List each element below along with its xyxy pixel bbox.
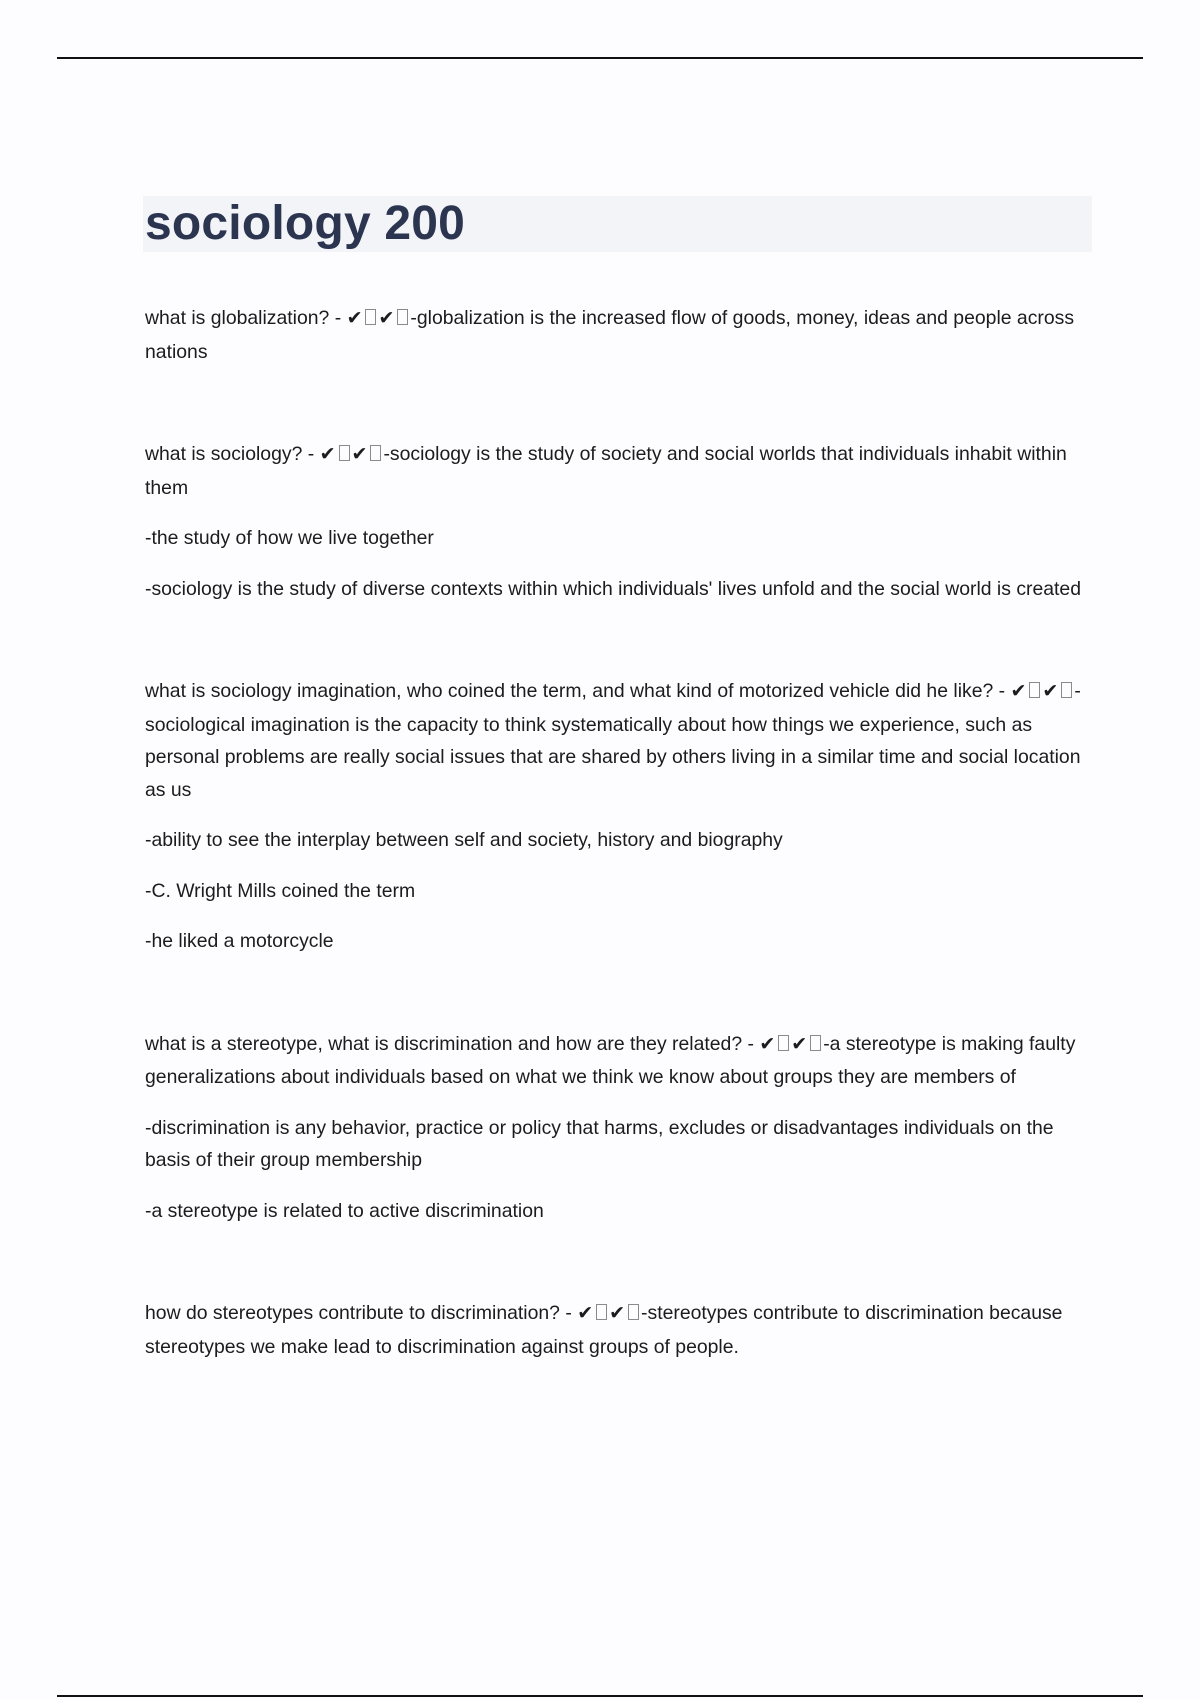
- check-mark-icon: ✔: [319, 444, 336, 465]
- answer-text: -stereotypes contribute to discrimination because stereotypes we make lead to discrimination against groups of people.: [145, 1302, 1063, 1358]
- check-mark-icon: ✔: [346, 308, 363, 329]
- qa-entry: [145, 675, 1090, 958]
- separator: -: [993, 680, 1011, 702]
- qa-entry: [145, 438, 1090, 605]
- missing-glyph-box-icon: [810, 1035, 821, 1051]
- check-mark-icon: ✔: [378, 308, 395, 329]
- separator: -: [302, 443, 320, 465]
- missing-glyph-box-icon: [628, 1304, 639, 1320]
- answer-point: -the study of how we live together: [145, 527, 434, 549]
- missing-glyph-box-icon: [370, 445, 381, 461]
- question-text: what is a stereotype, what is discrimination and how are they related?: [145, 1032, 743, 1055]
- answer-point: -he liked a motorcycle: [145, 930, 334, 952]
- missing-glyph-box-icon: [397, 309, 408, 325]
- document-title: sociology 200: [145, 197, 466, 250]
- answer-text: -sociology is the study of society and social worlds that individuals inhabit within them: [145, 443, 1067, 499]
- qa-main-paragraph: [145, 1297, 1090, 1363]
- answer-point: -C. Wright Mills coined the term: [145, 879, 416, 902]
- check-mark-icon: ✔: [351, 444, 368, 465]
- answer-point: -discrimination is any behavior, practice or policy that harms, excludes or disadvantages individuals on the basis of their group membership: [145, 1116, 1054, 1171]
- check-mark-icon: ✔: [577, 1303, 594, 1324]
- qa-main-paragraph: [145, 1028, 1090, 1094]
- qa-main-paragraph: [145, 675, 1090, 806]
- check-mark-icon: ✔: [759, 1033, 776, 1055]
- answer-point: -ability to see the interplay between self and society, history and biography: [145, 829, 783, 851]
- top-rule: [57, 57, 1143, 59]
- question-text: how do stereotypes contribute to discrimination?: [145, 1302, 560, 1324]
- missing-glyph-box-icon: [596, 1304, 607, 1320]
- document-body: [145, 302, 1090, 1363]
- check-mark-icon: ✔: [609, 1303, 626, 1324]
- check-mark-icon: ✔: [1010, 681, 1027, 702]
- question-text: what is globalization?: [145, 307, 330, 329]
- qa-entry: [145, 1028, 1090, 1228]
- answer-text: -sociological imagination is the capacity to think systematically about how things we experience, such as personal problems are really social issues that are shared by others living in a similar time and social location as us: [145, 680, 1081, 801]
- check-mark-icon: ✔: [791, 1033, 808, 1055]
- missing-glyph-box-icon: [778, 1035, 789, 1051]
- answer-text: -globalization is the increased flow of goods, money, ideas and people across nations: [145, 307, 1075, 363]
- answer-point: -a stereotype is related to active discrimination: [145, 1199, 544, 1222]
- answer-text: -a stereotype is making faulty generalizations about individuals based on what we think we know about groups they are members of: [145, 1032, 1076, 1088]
- answer-point: -sociology is the study of diverse contexts within which individuals' lives unfold and the social world is created: [145, 577, 1081, 600]
- separator: -: [559, 1302, 578, 1324]
- missing-glyph-box-icon: [339, 445, 350, 461]
- separator: -: [742, 1032, 760, 1055]
- question-text: what is sociology imagination, who coined the term, and what kind of motorized vehicle did he like?: [145, 680, 994, 702]
- separator: -: [329, 307, 347, 329]
- qa-entry: [145, 302, 1090, 368]
- qa-main-paragraph: [145, 302, 1090, 368]
- bottom-rule: [57, 1695, 1143, 1697]
- question-text: what is sociology?: [145, 443, 303, 465]
- check-mark-icon: ✔: [1042, 681, 1059, 702]
- missing-glyph-box-icon: [365, 309, 376, 325]
- missing-glyph-box-icon: [1029, 682, 1040, 698]
- qa-entry: [145, 1297, 1090, 1363]
- missing-glyph-box-icon: [1061, 682, 1072, 698]
- qa-main-paragraph: [145, 438, 1090, 504]
